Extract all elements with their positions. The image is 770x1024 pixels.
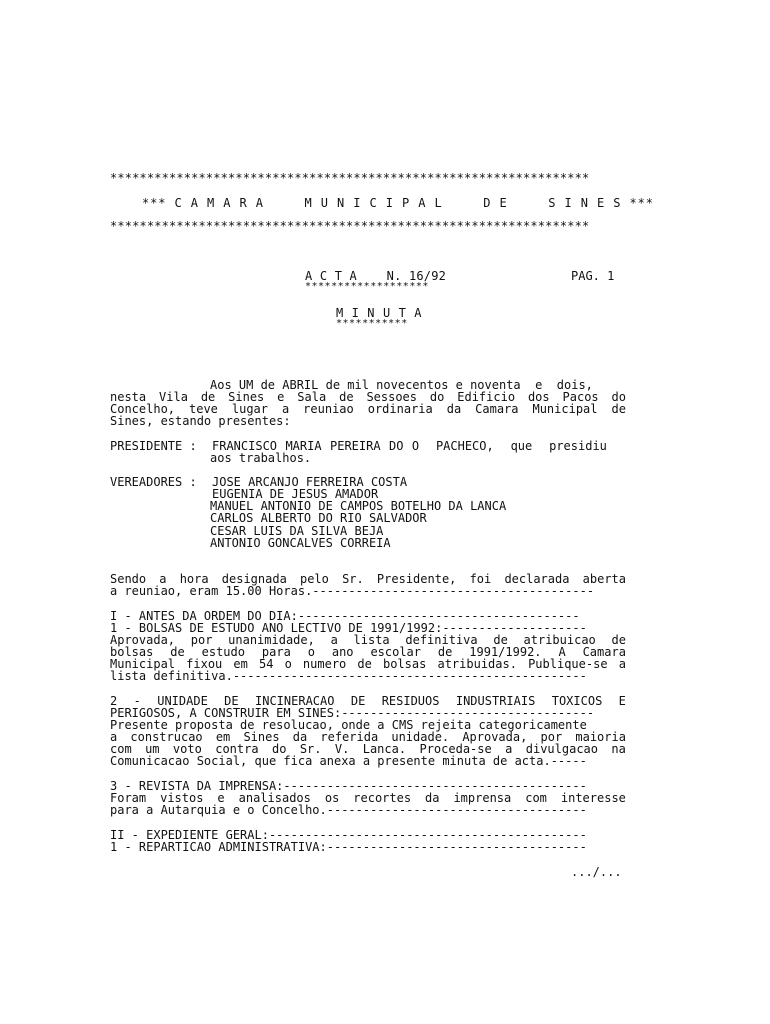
vereadores-label: VEREADORES : bbox=[110, 475, 197, 489]
intro-line-1: Aos UM de ABRIL de mil novecentos e noventa e dois, bbox=[210, 378, 593, 392]
continuation-mark: .../... bbox=[571, 865, 622, 879]
section-1-heading: I - ANTES DA ORDEM DO DIA:--------------------------------------- bbox=[110, 609, 580, 623]
vereador-name: JOSE ARCANJO FERREIRA COSTA bbox=[212, 475, 408, 489]
intro-line-3: Concelho, teve lugar a reuniao ordinaria da Camara Municipal de bbox=[110, 402, 626, 416]
item-2-line: a construcao em Sines da referida unidade. Aprovada, por maioria bbox=[110, 730, 626, 744]
item-2-line: com um voto contra do Sr. V. Lanca. Proceda-se a divulgacao na bbox=[110, 742, 626, 756]
opening-line-1: Sendo a hora designada pelo Sr. Presidente, foi declarada aberta bbox=[110, 572, 626, 586]
vereador-name: MANUEL ANTONIO DE CAMPOS BOTELHO DA LANCA bbox=[210, 499, 507, 513]
presidente-line-2: aos trabalhos. bbox=[210, 451, 312, 465]
presidente-label: PRESIDENTE : bbox=[110, 439, 197, 453]
vereador-name: ANTONIO GONCALVES CORREIA bbox=[210, 536, 391, 550]
item-1-line: lista definitiva.------------------------------------------------- bbox=[110, 669, 587, 683]
acta-title: A C T A N. 16/92 bbox=[305, 269, 447, 283]
intro-line-4: Sines, estando presentes: bbox=[110, 414, 291, 428]
item-3-line: Foram vistos e analisados os recortes da imprensa com interesse bbox=[110, 791, 626, 805]
section-2-heading: II - EXPEDIENTE GERAL:-------------------------------------------- bbox=[110, 828, 587, 842]
minuta-underline: *********** bbox=[336, 318, 408, 329]
item-1-line: bolsas de estudo para o ano escolar de 1991/1992. A Camara bbox=[110, 645, 626, 659]
item-2-line: Comunicacao Social, que fica anexa a presente minuta de acta.----- bbox=[110, 754, 587, 768]
item-1-line: Aprovada, por unanimidade, a lista definitiva de atribuicao de bbox=[110, 633, 626, 647]
item-2-line: Presente proposta de resolucao, onde a CMS rejeita categoricamente bbox=[110, 718, 587, 732]
opening-line-2: a reuniao, eram 15.00 Horas.--------------------------------------- bbox=[110, 584, 595, 598]
item-1-heading: 1 - BOLSAS DE ESTUDO ANO LECTIVO DE 1991/1992:-------------------- bbox=[110, 621, 587, 635]
vereador-name: EUGENIA DE JESUS AMADOR bbox=[212, 487, 379, 501]
item-2-heading: 2 - UNIDADE DE INCINERACAO DE RESIDUOS INDUSTRIAIS TOXICOS E bbox=[110, 694, 626, 708]
header-stars-bottom: ***************************************************************** bbox=[110, 220, 590, 233]
minuta-title: M I N U T A bbox=[336, 306, 423, 320]
presidente-name: FRANCISCO MARIA PEREIRA DO O PACHECO, que presidiu bbox=[212, 439, 607, 453]
page-number: PAG. 1 bbox=[571, 269, 615, 283]
header-title: *** C A M A R A M U N I C I P A L D E S I N E S *** bbox=[142, 196, 654, 210]
item-1-line: Municipal fixou em 54 o numero de bolsas atribuidas. Publique-se a bbox=[110, 657, 626, 671]
header-stars-top: ***************************************************************** bbox=[110, 172, 590, 185]
acta-underline: ******************* bbox=[305, 281, 429, 292]
item-3-heading: 3 - REVISTA DA IMPRENSA:------------------------------------------ bbox=[110, 779, 587, 793]
section-2-item-1: 1 - REPARTICAO ADMINISTRATIVA:------------------------------------ bbox=[110, 840, 587, 854]
item-2-heading-line-2: PERIGOSOS, A CONSTRUIR EM SINES:----------------------------------- bbox=[110, 706, 595, 720]
vereador-name: CARLOS ALBERTO DO RIO SALVADOR bbox=[210, 511, 427, 525]
vereador-name: CESAR LUIS DA SILVA BEJA bbox=[210, 524, 384, 538]
item-3-line: para a Autarquia e o Concelho.------------------------------------ bbox=[110, 803, 587, 817]
intro-line-2: nesta Vila de Sines e Sala de Sessoes do Edificio dos Pacos do bbox=[110, 390, 626, 404]
